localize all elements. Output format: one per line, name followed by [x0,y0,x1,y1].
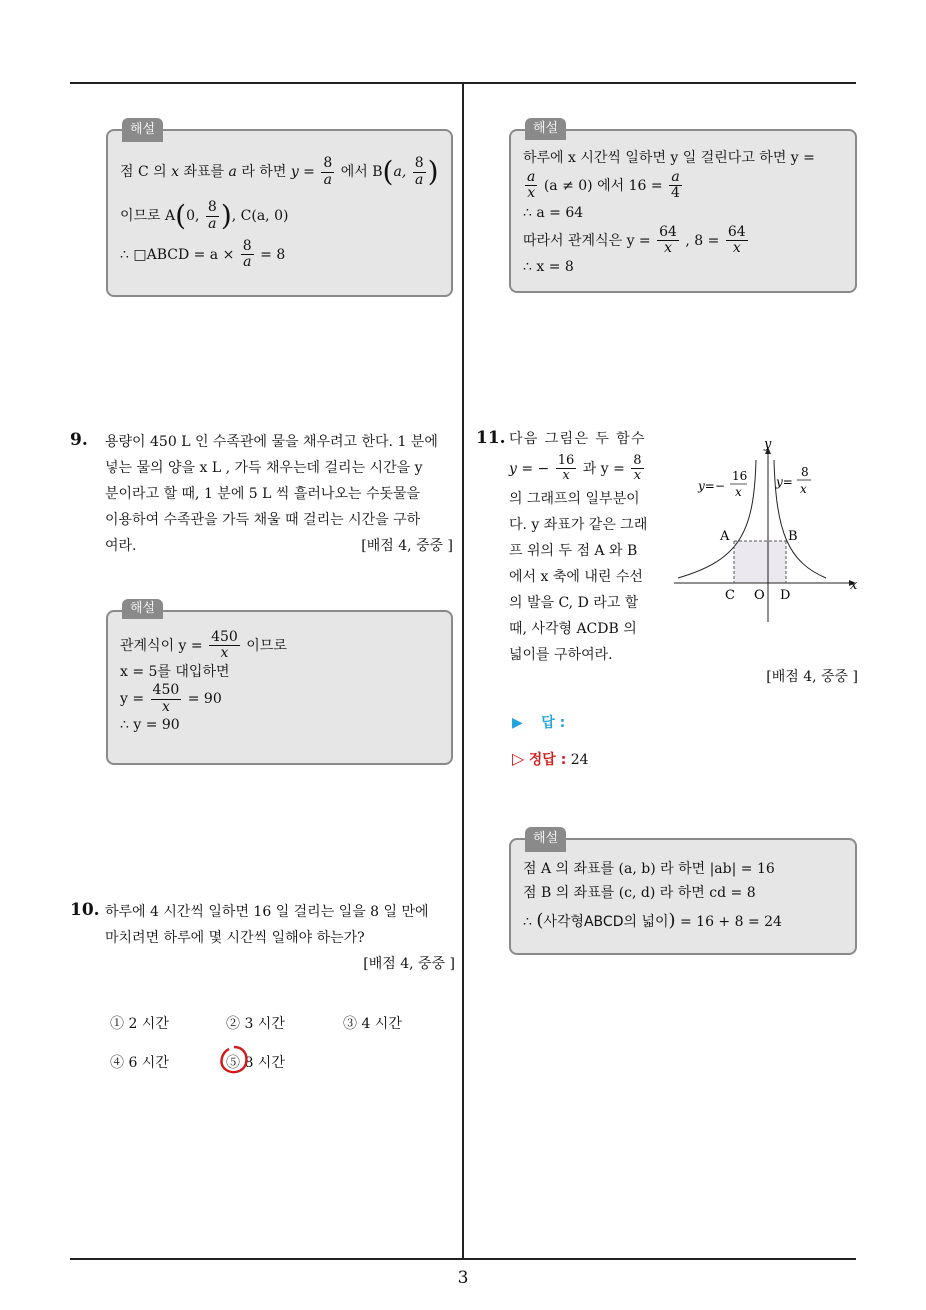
sol11-line3: ∴ (사각형ABCD의 넓이) = 16 + 8 = 24 [523,909,782,931]
correct-label: 정답 : [528,752,567,768]
right-curve-label: y= [776,475,793,489]
rectangle-acdb [734,541,786,583]
question-number-9: 9. [70,430,88,450]
correct-value: 24 [570,752,589,768]
solution-tag: 해설 [122,118,163,142]
score-10: [배점 4, 중중 ] [363,956,455,972]
selected-answer-circle-icon [218,1044,250,1076]
sol9-line2: x = 5를 대입하면 [120,663,230,680]
origin-label: O [754,588,765,603]
column-divider [462,83,464,1258]
sol10-line1: 하루에 x 시간씩 일하면 y 일 걸린다고 하면 y = [523,150,815,166]
question-9-text: 용량이 450 L 인 수족관에 물을 채우려고 한다. 1 분에 넣는 물의 양을 x L , 가득 채우는데 걸리는 시간을 y 분이라고 할 때, 1 분에 5 L 씩 흘러나오는 수돗물을 이용하여 수족관을 가득 채울 때 걸리는 시간을 구하 여라. [배점 4, 중중 ] [105,429,455,559]
solution-box-11 [509,831,857,955]
option-3[interactable]: ③ 4 시간 [343,1016,402,1032]
option-1[interactable]: ① 2 시간 [110,1016,169,1032]
sol9-line4: ∴ y = 90 [120,717,180,734]
question-11-text: 다음 그림은 두 함수 y = − $\frac{16}{x}$ 과 y = $\frac{8}{x}$ 의 그래프의 일부분이 다. y 좌표가 같은 그래 프 위의 두 점 A 와 B 에서 x 축에 내린 수선 의 발을 C, D 라고 할 때, 사각형 ACDB 의 넓이를 구하여라. [509,431,648,663]
sol11-line2: 점 B 의 좌표를 (c, d) 라 하면 cd = 8 [523,885,756,902]
sol8-line1: 점 C 의 x 좌표를 a 라 하면 y = $\frac{8}{a}$ 에서 B(a, $\frac{8}{a}$ ) [120,155,439,188]
sol9-line1: 관계식이 y = $\frac{450}{x}$ 이므로 [120,629,287,662]
sol10-line2: $\frac{a}{x}$ (a ≠ 0) 에서 16 = $\frac{a}{4}$ [527,168,680,202]
right-curve-frac-num: 8 [801,465,809,479]
correct-answer-row [512,749,589,769]
page-number: 3 [457,1268,469,1288]
sol9-line3: y = $\frac{450}{x}$ = 90 [120,682,222,715]
sol10-line3: ∴ a = 64 [523,204,584,221]
score-9: [배점 4, 중중 ] [361,538,453,554]
point-c-label: C [725,588,735,603]
left-curve-frac-den: x [735,485,742,499]
question-number-11: 11. [476,428,506,448]
solution-tag: 해설 [525,827,566,852]
correct-triangle-icon: ▷ [512,749,525,768]
option-4[interactable]: ④ 6 시간 [110,1055,169,1071]
solution-box-9 [106,601,453,765]
solution-box-8 [106,122,453,297]
solution-tag: 해설 [122,599,163,619]
question-10-text: 하루에 4 시간씩 일하면 16 일 걸리는 일을 8 일 만에 마치려면 하루에 몇 시간씩 일해야 하는가? [배점 4, 중중 ] [105,899,455,977]
option-5[interactable]: ⑤ 8 시간 [226,1055,285,1071]
right-curve-frac-den: x [800,482,807,496]
sol8-line3: ∴ □ABCD = a × $\frac{8}{a}$ = 8 [120,238,286,271]
y-axis-label: y [764,437,772,452]
sol8-line2: 이므로 A(0, $\frac{8}{a}$ ), C(a, 0) [120,199,289,232]
x-axis-label: x [850,578,858,593]
left-curve-label: y=− [698,479,725,493]
left-curve-frac-num: 16 [732,469,748,483]
solution-box-10 [509,121,857,293]
sol11-line1: 점 A 의 좌표를 (a, b) 라 하면 |ab| = 16 [523,861,775,877]
question-number-10: 10. [70,900,100,920]
option-2[interactable]: ② 3 시간 [226,1016,285,1032]
answer-row [512,712,565,732]
sol10-line4: 따라서 관계식은 y = $\frac{64}{x}$ , 8 = $\frac{64}{x}$ [523,223,746,256]
point-a-label: A [720,529,730,544]
function-graph [670,432,866,626]
point-d-label: D [780,588,791,603]
bottom-rule [70,1258,856,1260]
score-11: [배점 4, 중중 ] [766,669,858,685]
solution-tag: 해설 [525,118,566,140]
sol10-line5: ∴ x = 8 [523,259,574,276]
answer-triangle-icon: ▶ [512,715,523,731]
point-b-label: B [788,529,798,544]
answer-label: 답 : [541,715,566,731]
